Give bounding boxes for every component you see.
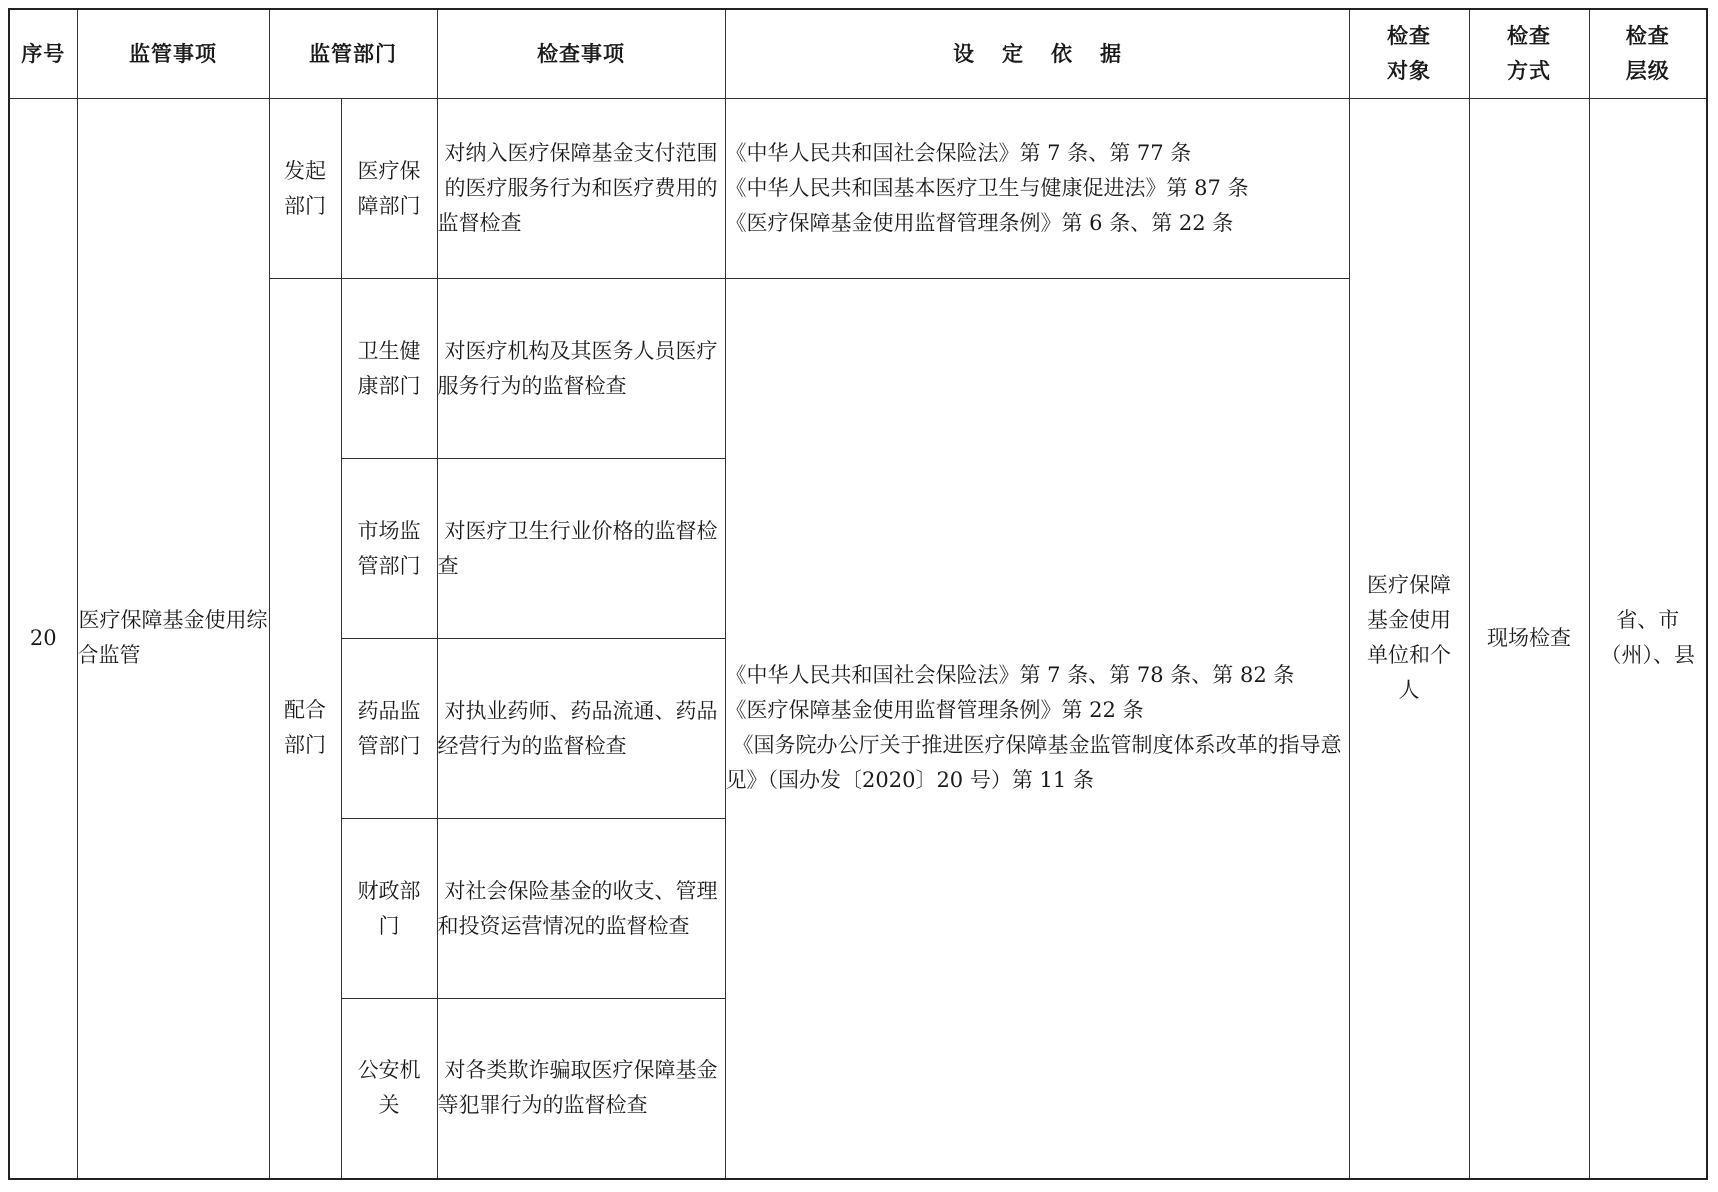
- cooperator-dept-cell: 财政部门: [341, 819, 437, 999]
- initiator-group-cell: 发起部门: [269, 99, 341, 279]
- regulation-table: [8, 8, 1708, 1180]
- initiator-basis-cell: [725, 99, 1349, 279]
- basis-line: 《中华人民共和国社会保险法》第 7 条、第 78 条、第 82 条: [725, 663, 1295, 688]
- basis-line: 《医疗保障基金使用监督管理条例》第 6 条、第 22 条: [725, 211, 1234, 235]
- cooperator-dept-cell: 卫生健康部门: [341, 279, 437, 459]
- header-basis-text: 设定依据: [953, 41, 1149, 66]
- header-item: 监管事项: [77, 9, 269, 99]
- check-object-cell: 医疗保障基金使用单位和个人: [1349, 99, 1469, 1179]
- header-level-line2: 层级: [1625, 59, 1670, 83]
- cooperator-dept-cell: 公安机关: [341, 999, 437, 1179]
- header-object-line2: 对象: [1387, 59, 1431, 83]
- cooperator-basis-cell: [725, 279, 1349, 1179]
- cooperator-group-cell: 配合部门: [269, 279, 341, 1179]
- header-method-line1: 检查: [1507, 24, 1551, 48]
- header-check-item: 检查事项: [437, 9, 725, 99]
- seq-cell: 20: [9, 99, 77, 1179]
- header-object: [1349, 9, 1469, 99]
- header-method-line2: 方式: [1507, 59, 1551, 83]
- cooperator-check-item-cell: 对医疗卫生行业价格的监督检查: [437, 459, 725, 639]
- header-basis: [725, 9, 1349, 99]
- header-row: [9, 9, 1707, 99]
- basis-line: 《中华人民共和国基本医疗卫生与健康促进法》第 87 条: [725, 176, 1249, 200]
- header-seq: 序号: [9, 9, 77, 99]
- cooperator-dept-cell: 药品监管部门: [341, 639, 437, 819]
- header-level-line1: 检查: [1625, 24, 1670, 48]
- basis-line: 《中华人民共和国社会保险法》第 7 条、第 77 条: [725, 141, 1192, 165]
- cooperator-check-item-cell: 对各类欺诈骗取医疗保障基金等犯罪行为的监督检查: [437, 999, 725, 1179]
- check-level-cell: 省、市（州）、县: [1589, 99, 1707, 1179]
- cooperator-check-item-cell: 对社会保险基金的收支、管理和投资运营情况的监督检查: [437, 819, 725, 999]
- initiator-check-item-cell: 对纳入医疗保障基金支付范围的医疗服务行为和医疗费用的监督检查: [437, 99, 725, 279]
- document-page: [8, 8, 1706, 1180]
- initiator-dept-cell: 医疗保障部门: [341, 99, 437, 279]
- cooperator-check-item-cell: 对执业药师、药品流通、药品经营行为的监督检查: [437, 639, 725, 819]
- basis-line: 《国务院办公厅关于推进医疗保障基金监管制度体系改革的指导意见》（国办发〔2020〕20 号）第 11 条: [725, 733, 1342, 793]
- header-object-line1: 检查: [1387, 24, 1431, 48]
- supervision-item-cell: 医疗保障基金使用综合监管: [77, 99, 269, 1179]
- header-level: [1589, 9, 1707, 99]
- basis-line: 《医疗保障基金使用监督管理条例》第 22 条: [725, 698, 1144, 723]
- check-method-cell: 现场检查: [1469, 99, 1589, 1179]
- cooperator-check-item-cell: 对医疗机构及其医务人员医疗服务行为的监督检查: [437, 279, 725, 459]
- cooperator-dept-cell: 市场监管部门: [341, 459, 437, 639]
- header-method: [1469, 9, 1589, 99]
- table-row: [9, 99, 1707, 279]
- header-dept: 监管部门: [269, 9, 437, 99]
